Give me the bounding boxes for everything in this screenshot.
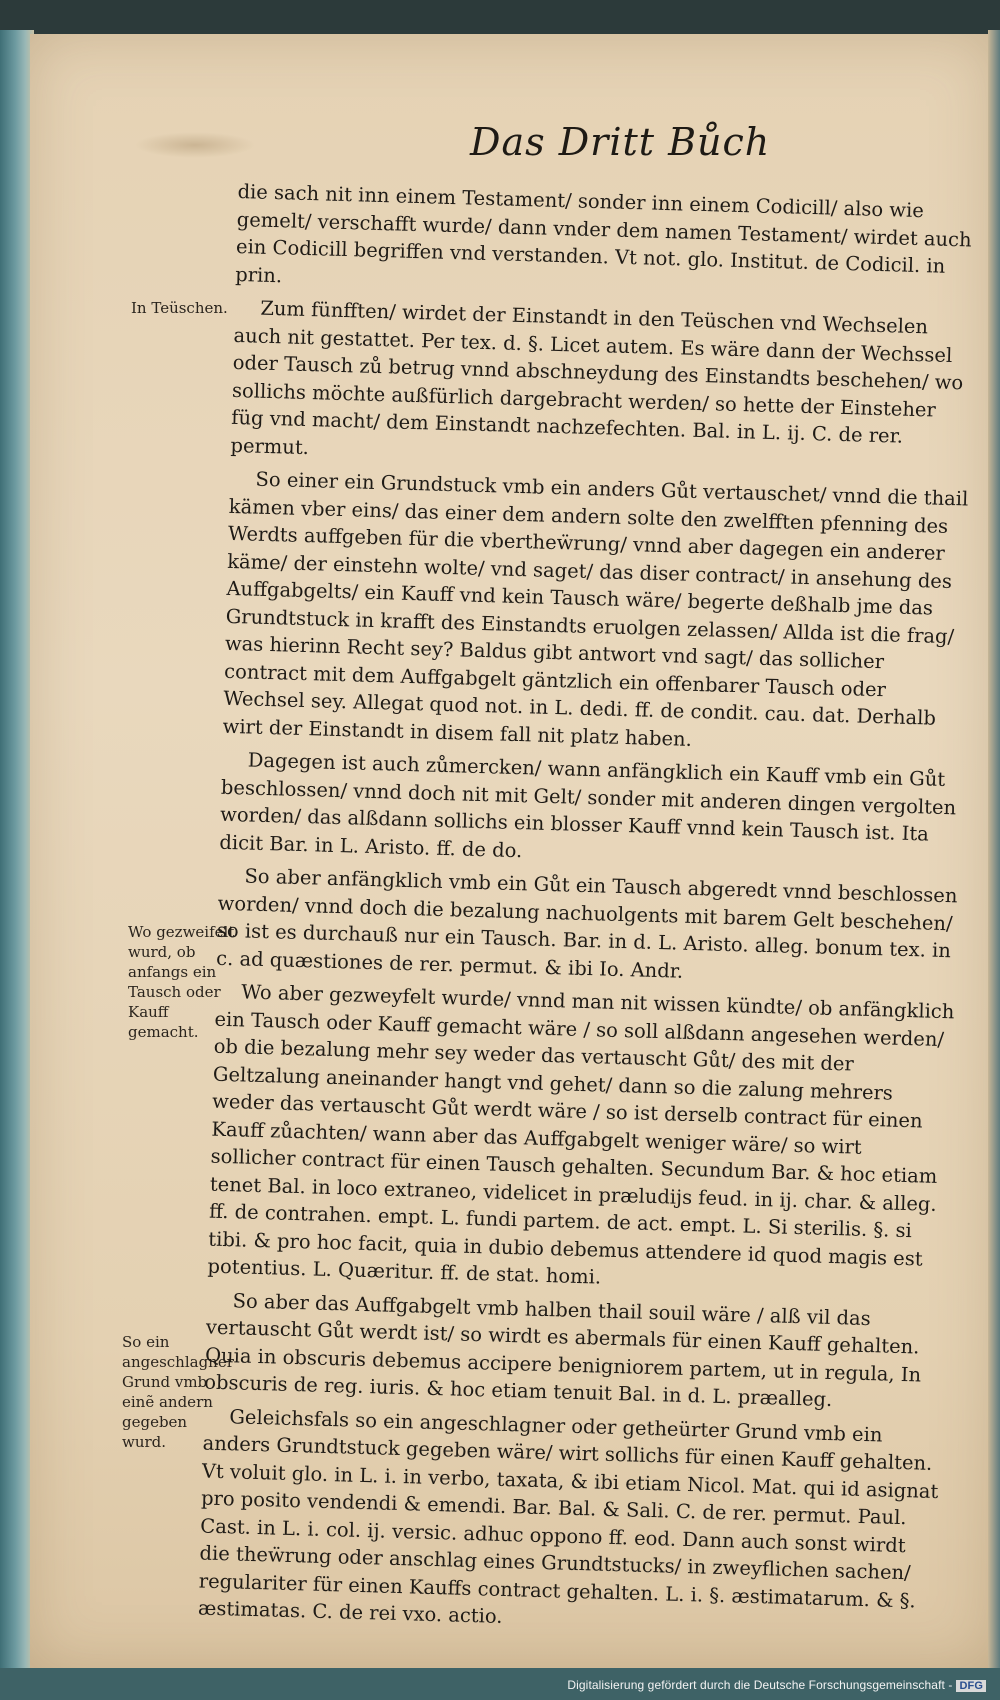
body-text <box>198 178 978 1643</box>
paragraph-6: Wo aber gezweyfelt wurde/ vnnd man nit wissen kündte/ ob anfängklich ein Tausch oder Kauff gemacht wäre / so soll alßdann angesehen werden/ ob die bezalung mehr sey weder das vertauscht Gůt/ des mit der Geltzalung aneinander hangt vnd gehet/ dann so die zalung mehrers weder das vertauscht Gůt werdt wäre / so ist derselb contract für einen Kauff zůachten/ wann aber das Auffgabgelt weniger wäre/ so wirt sollicher contract für einen Tausch gehalten. Secundum Bar. & hoc etiam tenet Bal. in loco extraneo, videlicet in præludijs feud. in ij. char. & alleg. ff. de contrahen. empt. L. fundi partem. de act. empt. L. Si sterilis. §. si tibi. & pro hoc facit, quia in dubio debemus attendere id quod magis est potentius. L. Quæritur. ff. de stat. homi. <box>207 980 955 1289</box>
margin-note-3: So ein angeschlagner Grund vmb einẽ andern gegeben wurd. <box>122 1333 234 1451</box>
dfg-logo: DFG <box>956 1680 986 1692</box>
ink-smudge <box>135 132 255 158</box>
paragraph-5: So aber anfängklich vmb ein Gůt ein Tausch abgeredt vnnd beschlossen worden/ vnnd doch die bezalung nachuolgents mit barem Gelt beschehen/ so ist es durchauß nur ein Tausch. Bar. in d. L. Aristo. alleg. bonum tex. in c. ad quæstiones de rer. permut. & ibi Io. Andr. <box>215 864 958 983</box>
page-heading: Das Dritt Bůch <box>470 120 771 164</box>
book-edge-left <box>0 30 34 1670</box>
paragraph-7: So aber das Auffgabgelt vmb halben thail souil wäre / alß vil das vertauscht Gůt werdt ist/ so wirdt es abermals für einen Kauff gehalten. Quia in obscuris debemus accipere benigniorem partem, ut in regula, In obscuris de reg. iuris. & hoc etiam tenuit Bal. in d. L. præalleg. <box>204 1288 922 1412</box>
paragraph-4: Dagegen ist auch zůmercken/ wann anfängklich ein Kauff vmb ein Gůt beschlossen/ vnnd doch nit mit Gelt/ sonder mit anderen dingen vergolten worden/ das alßdann sollichs ein blosser Kauff vnnd kein Tausch ist. Ita dicit Bar. in L. Aristo. ff. de do. <box>219 748 957 862</box>
digitization-credit <box>567 1678 986 1692</box>
bottom-band <box>0 1668 1000 1700</box>
margin-note-1: In Teüschen. <box>131 299 228 317</box>
margin-note-2: Wo gezweifelt wurd, ob anfangs ein Tausch oder Kauff gemacht. <box>128 923 235 1041</box>
credit-text: Digitalisierung gefördert durch die Deutsche Forschungsgemeinschaft - <box>567 1678 953 1692</box>
book-edge-right <box>988 30 1000 1670</box>
paragraph-2: Zum fünfften/ wirdet der Einstandt in den Teüschen vnd Wechselen auch nit gestattet. Per tex. d. §. Licet autem. Es wäre dann der Wechssel oder Tausch zů betrug vnnd abschneydung des Einstandts beschehen/ wo sollichs möchte außfürlich dargebracht werden/ so hette der Einsteher füg vnd macht/ dem Einstandt nachzefechten. Bal. in L. ij. C. de rer. permut. <box>230 296 964 459</box>
paragraph-3: So einer ein Grundstuck vmb ein anders Gůt vertauschet/ vnnd die thail kämen vber eins/ das einer dem andern solte den zwelfften pfenning des Werdts auffgeben für die vbertheẅrung/ vnnd aber dagegen ein anderer käme/ der einstehn wolte/ vnd saget/ das diser contract/ in ansehung des Auffgabgelts/ ein Kauff vnd kein Tausch wäre/ begerte deßhalb jme das Grundtstuck in krafft des Einstandts eruolgen zelassen/ Allda ist die frag/ was hierinn Recht sey? Baldus gibt antwort vnd sagt/ das sollicher contract mit dem Auffgabgelt gäntzlich ein offenbarer Tausch oder Wechsel sey. Allegat quod not. in L. dedi. ff. de condit. cau. dat. Derhalb wirt der Einstandt in disem fall nit platz haben. <box>222 467 969 751</box>
paragraph-8: Geleichsfals so ein angeschlagner oder getheürter Grund vmb ein anders Grundtstuck gegeben wäre/ wirt sollichs für einen Kauff gehalten. Vt voluit glo. in L. i. in verbo, taxata, & ibi etiam Nicol. Mat. qui id asignat pro posito vendendi & emendi. Bar. Bal. & Sali. C. de rer. permut. Paul. Cast. in L. i. col. ij. versic. adhuc oppono ff. eod. Dann auch sonst wirdt die theẅrung oder anschlag eines Grundtstucks/ in zweyflichen sachen/ regulariter für einen Kauffs contract gehalten. L. i. §. æstimatarum. & §. æstimatas. C. de rei vxo. actio. <box>197 1404 939 1628</box>
paragraph-1: die sach nit inn einem Testament/ sonder inn einem Codicill/ also wie gemelt/ verschafft wurde/ dann vnder dem namen Testament/ wirdet auch ein Codicill begriffen vnd verstanden. Vt not. glo. Institut. de Codicil. in prin. <box>234 179 972 287</box>
